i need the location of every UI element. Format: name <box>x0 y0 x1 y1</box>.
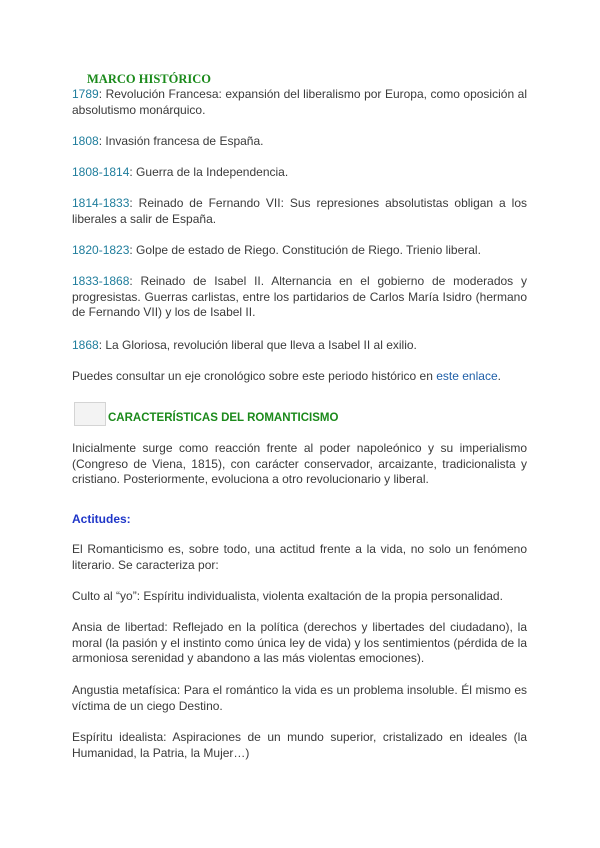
timeline-year: 1808-1814 <box>72 165 130 179</box>
timeline-text: : Golpe de estado de Riego. Constitución de Riego. Trienio liberal. <box>129 243 481 257</box>
image-placeholder-icon <box>74 402 106 426</box>
timeline-year: 1789 <box>72 87 99 101</box>
timeline-entry <box>72 165 527 181</box>
actitud-culto-yo: Culto al “yo”: Espíritu individualista, violenta exaltación de la propia personalidad. <box>72 589 503 603</box>
actitud-espiritu-idealista: Espíritu idealista: Aspiraciones de un mundo superior, cristalizado en ideales (la Humanidad, la Patria, la Mujer…) <box>72 730 527 760</box>
consult-end: . <box>497 369 501 383</box>
timeline-entry <box>72 338 527 354</box>
timeline-text: : Guerra de la Independencia. <box>129 165 289 179</box>
consult-paragraph <box>72 369 527 385</box>
timeline-text: : Reinado de Fernando VII: Sus represiones absolutistas obligan a los liberales a salir de España. <box>72 196 527 226</box>
timeline-year: 1833-1868 <box>72 274 130 288</box>
actitud-ansia-libertad: Ansia de libertad: Reflejado en la política (derechos y libertades del ciudadano), la moral (la pasión y el instinto como única ley de vida) y los sentimientos (pérdida de la armoniosa serenidad y abandono a las más violentas emociones). <box>72 620 527 665</box>
section-title-romanticismo: CARACTERÍSTICAS DEL ROMANTICISMO <box>108 412 339 424</box>
romanticismo-intro: Inicialmente surge como reacción frente al poder napoleónico y su imperialismo (Congreso de Viena, 1815), con carácter conservador, arcaizante, tradicionalista y cristiano. Posteriormente, evoluciona a otro revolucionario y liberal. <box>72 441 527 486</box>
consult-text: Puedes consultar un eje cronológico sobre este periodo histórico en <box>72 369 437 383</box>
timeline-entry <box>72 196 527 227</box>
timeline-text: : Invasión francesa de España. <box>98 134 264 148</box>
timeline-entry <box>72 274 527 321</box>
timeline-entry <box>72 87 527 118</box>
timeline-year: 1820-1823 <box>72 243 130 257</box>
timeline-year: 1808 <box>72 134 99 148</box>
timeline-entry <box>72 134 527 150</box>
timeline-text: : La Gloriosa, revolución liberal que lleva a Isabel II al exilio. <box>98 338 417 352</box>
actitudes-intro: El Romanticismo es, sobre todo, una actitud frente a la vida, no solo un fenómeno literario. Se caracteriza por: <box>72 542 527 572</box>
actitudes-heading: Actitudes: <box>72 512 131 526</box>
actitud-angustia-metafisica: Angustia metafísica: Para el romántico la vida es un problema insoluble. Él mismo es víctima de un ciego Destino. <box>72 683 527 713</box>
timeline-year: 1868 <box>72 338 99 352</box>
romanticismo-header <box>74 402 338 426</box>
timeline-text: : Reinado de Isabel II. Alternancia en el gobierno de moderados y progresistas. Guerras carlistas, entre los partidarios de Carlos María Isidro (hermano de Fernando VII) y los de Isabel II. <box>72 274 527 319</box>
section-title-marco-historico: MARCO HISTÓRICO <box>87 72 211 86</box>
timeline-text: : Revolución Francesa: expansión del liberalismo por Europa, como oposición al absolutismo monárquico. <box>72 87 527 117</box>
timeline-entry <box>72 243 527 259</box>
timeline-year: 1814-1833 <box>72 196 130 210</box>
este-enlace-link[interactable]: este enlace <box>436 369 498 383</box>
